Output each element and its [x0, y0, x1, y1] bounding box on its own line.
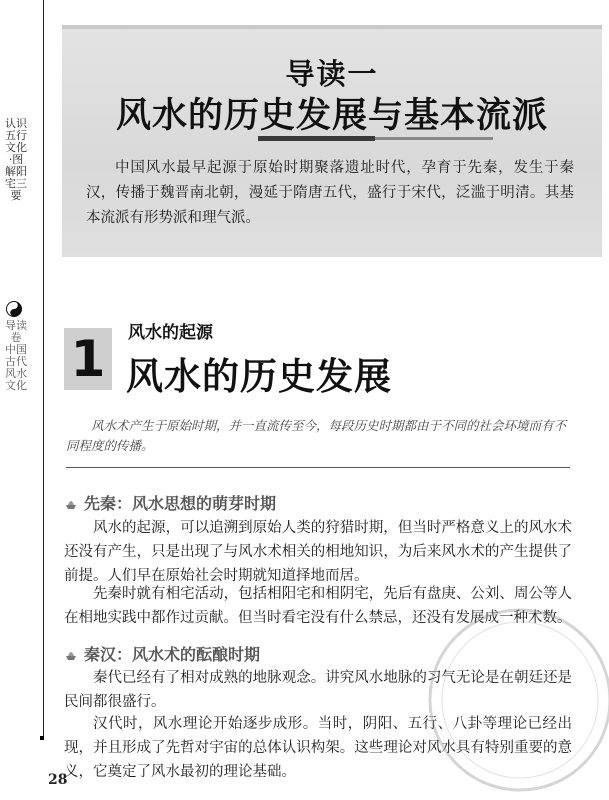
- side-book-title: 认识五行文化·图解阳宅三要: [5, 117, 27, 202]
- page-number: 28: [48, 772, 68, 788]
- subsection-heading-qinhan: [64, 642, 260, 665]
- subsection-heading-text: 先秦：风水思想的萌芽时期: [84, 494, 277, 513]
- footer-mark: [40, 736, 44, 740]
- paragraph: 风水的起源，可以追溯到原始人类的狩猎时期，但当时严格意义上的风水术还没有产生，只是出现了与风水术相关的相地知识，为后来风水术的产生提供了前提。人们早在原始社会时期就知道择地而居。: [64, 520, 572, 584]
- yin-yang-icon: [6, 301, 22, 317]
- paragraph: 先秦时就有相宅活动，包括相阳宅和相阴宅，先后有盘庚、公刘、周公等人在相地实践中都作过贡献。但当时看宅没有什么禁忌，还没有发展成一种术数。: [64, 586, 572, 626]
- side-volume-series: [4, 320, 28, 392]
- section-title: 风水的历史发展: [126, 354, 392, 398]
- section-divider: [66, 467, 570, 468]
- paragraph: 秦代已经有了相对成熟的地脉观念。讲究风水地脉的习气无论是在朝廷还是民间都很盛行。: [64, 670, 572, 710]
- watermark-seal: [420, 600, 609, 800]
- side-volume: 导读卷: [5, 319, 27, 344]
- ingot-icon: [64, 496, 78, 510]
- subsection-heading-text: 秦汉：风水术的酝酿时期: [84, 645, 261, 664]
- header-intro: 中国风水最早起源于原始时期聚落遗址时代，孕育于先秦，发生于秦汉，传播于魏晋南北朝，漫延于隋唐五代，盛行于宋代，泛滥于明清。其基本流派有形势派和理气派。: [86, 160, 574, 226]
- title-underline-light: [375, 137, 493, 140]
- title-underline-dark: [258, 136, 375, 141]
- subsection-heading-preqin: [64, 491, 276, 514]
- section-subtitle: 风水的起源: [128, 323, 213, 343]
- header-top-stripe: [62, 25, 602, 29]
- page-title: 风水的历史发展与基本流派: [115, 95, 548, 136]
- left-margin-rule: [43, 0, 44, 740]
- guide-label: 导读一: [285, 57, 379, 91]
- paragraph: 汉代时，风水理论开始逐步成形。当时，阴阳、五行、八卦等理论已经出现，并且形成了先哲对宇宙的总体认识构架。这些理论对风水具有特别重要的意义，它奠定了风水最初的理论基础。: [64, 716, 572, 780]
- ingot-icon: [64, 647, 78, 661]
- side-series: 中国古代风水文化: [5, 343, 27, 392]
- section-number: 1: [64, 328, 112, 390]
- section-intro: 风水术产生于原始时期，并一直流传至今，每段历史时期都由于不同的社会环境而有不同程度的传播。: [66, 418, 567, 453]
